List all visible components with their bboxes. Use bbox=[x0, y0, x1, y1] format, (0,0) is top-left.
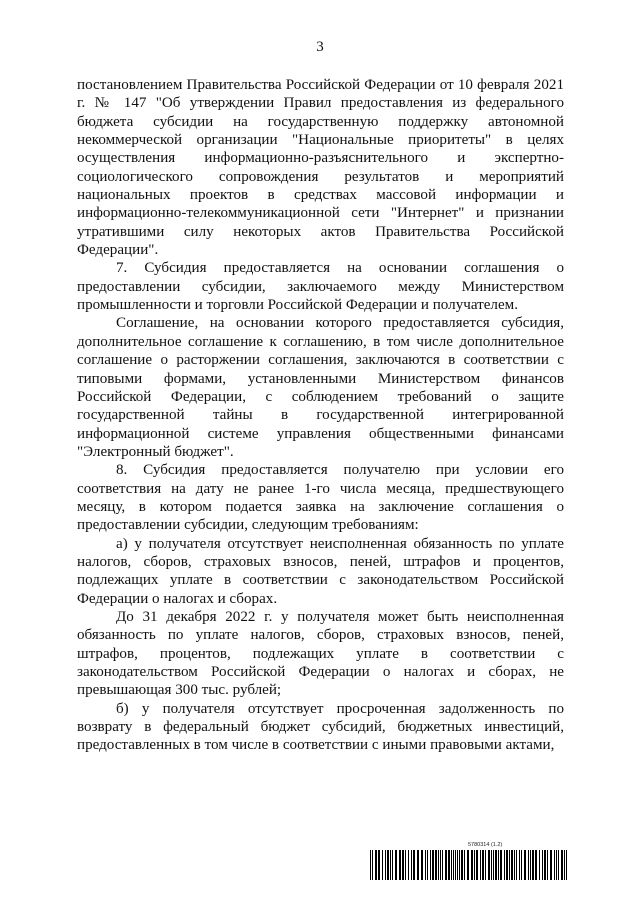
paragraph-agreement: Соглашение, на основании которого предоставляется субсидия, дополнительное соглашение к соглашению, в том числе дополнительное соглашение о расторжении соглашения, заключаются в соответствии с типовыми формами, установленными Министерством финансов Российской Федерации, с соблюдением требований о защите государственной тайны в государственной интегрированной информационной системе управления общественными финансами "Электронный бюджет". bbox=[77, 315, 564, 460]
page-number: 3 bbox=[316, 39, 324, 55]
paragraph-1: постановлением Правительства Российской Федерации от 10 февраля 2021 г. № 147 "Об утверждении Правил предоставления из федерального бюджета субсидии на государственную поддержку автономной некоммерческой организации "Национальные приоритеты" в целях осуществления информационно-разъяснительного и экспертно-социологического сопровождения результатов и мероприятий национальных проектов в средствах массовой информации и информационно-телекоммуникационной сети "Интернет" и признании утратившими силу некоторых актов Правительства Российской Федерации". bbox=[77, 77, 564, 259]
barcode-caption: 5780314 (1.2) bbox=[468, 842, 503, 848]
paragraph-8b: б) у получателя отсутствует просроченная задолженность по возврату в федеральный бюджет субсидий, бюджетных инвестиций, предоставленных в том числе в соответствии с иными правовыми актами, bbox=[77, 700, 564, 754]
barcode-icon bbox=[370, 850, 568, 880]
document-body bbox=[77, 76, 564, 755]
paragraph-8: 8. Субсидия предоставляется получателю при условии его соответствия на дату не ранее 1-го числа месяца, предшествующего месяцу, в котором подается заявка на заключение соглашения о предоставлении субсидии, следующим требованиям: bbox=[77, 462, 564, 534]
paragraph-8a: а) у получателя отсутствует неисполненная обязанность по уплате налогов, сборов, страховых взносов, пеней, штрафов и процентов, подлежащих уплате в соответствии с законодательством Российской Федерации о налогах и сборах. bbox=[77, 535, 564, 607]
paragraph-7: 7. Субсидия предоставляется на основании соглашения о предоставлении субсидии, заключаемого между Министерством промышленности и торговли Российской Федерации и получателем. bbox=[77, 260, 564, 314]
paragraph-8a-exception: До 31 декабря 2022 г. у получателя может быть неисполненная обязанность по уплате налогов, сборов, страховых взносов, пеней, штрафов, процентов, подлежащих уплате в соответствии с законодательством Российской Федерации о налогах и сборах, не превышающая 300 тыс. рублей; bbox=[77, 608, 564, 699]
